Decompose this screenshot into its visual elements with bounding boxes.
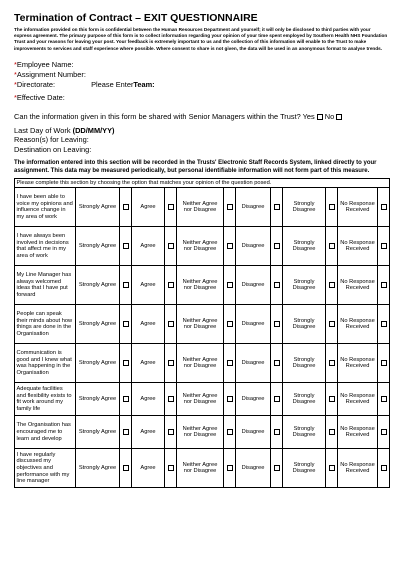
option-label-strongly-disagree: Strongly Disagree — [283, 188, 326, 227]
option-cell-neither — [224, 266, 236, 305]
option-label-no-response: No Response Received — [338, 227, 378, 266]
option-cell-neither — [224, 383, 236, 416]
option-label-no-response: No Response Received — [338, 416, 378, 449]
option-checkbox-no-response[interactable] — [381, 282, 387, 288]
option-label-agree: Agree — [132, 416, 165, 449]
option-cell-strongly-agree — [120, 266, 132, 305]
option-cell-strongly-disagree — [326, 449, 338, 488]
statement-cell: My Line Manager has always welcomed ideas that I have put forward — [15, 266, 76, 305]
option-checkbox-strongly-disagree[interactable] — [329, 321, 335, 327]
table-row — [15, 383, 390, 416]
option-checkbox-neither[interactable] — [227, 360, 233, 366]
reasons-field[interactable]: Reason(s) for Leaving: — [14, 135, 89, 145]
option-label-strongly-disagree: Strongly Disagree — [283, 305, 326, 344]
option-cell-disagree — [271, 188, 283, 227]
option-cell-strongly-disagree — [326, 383, 338, 416]
share-yes-checkbox[interactable] — [317, 114, 323, 120]
instruction-row — [15, 178, 390, 188]
option-label-neither: Neither Agree nor Disagree — [177, 383, 224, 416]
employee-fields — [14, 60, 389, 103]
option-cell-agree — [165, 383, 177, 416]
option-checkbox-agree[interactable] — [168, 204, 174, 210]
option-cell-agree — [165, 305, 177, 344]
option-label-strongly-disagree: Strongly Disagree — [283, 227, 326, 266]
option-checkbox-neither[interactable] — [227, 465, 233, 471]
option-checkbox-strongly-disagree[interactable] — [329, 396, 335, 402]
option-checkbox-neither[interactable] — [227, 204, 233, 210]
option-label-agree: Agree — [132, 266, 165, 305]
option-checkbox-agree[interactable] — [168, 243, 174, 249]
intro-paragraph: The information provided on this form is confidential between the Human Resources Department and yourself; it will only be disclosed to third parties with your express agreement. The primary purpose of this form is to collect information regarding your opinion of your time spent employed by Southern Health NHS Foundation Trust and your reasons for leaving your post. Your feedback is extremely important to us and the collection of this information will enable to the Trust to make improvements to services and staff experience where possible. Where consent to share is not given, the data will be used in an anonymous format to analyse trends. — [14, 27, 388, 51]
option-cell-neither — [224, 227, 236, 266]
option-cell-strongly-agree — [120, 305, 132, 344]
esr-notice: The information entered into this section will be recorded in the Trusts' Electronic Staff Records System, linked directly to your assignment. This data may be measured periodically, but personal identifiable information will not form part of this measure. — [14, 160, 377, 174]
option-label-strongly-disagree: Strongly Disagree — [283, 266, 326, 305]
effective-date-field[interactable]: *Effective Date: — [14, 92, 65, 102]
option-cell-disagree — [271, 227, 283, 266]
option-cell-no-response — [378, 383, 390, 416]
option-cell-agree — [165, 449, 177, 488]
share-question — [14, 112, 389, 121]
table-row — [15, 344, 390, 383]
statement-cell: Adequate facilities and flexibility exists to fit work around my family life — [15, 383, 76, 416]
option-checkbox-strongly-agree[interactable] — [123, 321, 129, 327]
option-cell-strongly-agree — [120, 227, 132, 266]
option-label-no-response: No Response Received — [338, 449, 378, 488]
option-label-disagree: Disagree — [236, 383, 271, 416]
option-label-strongly-agree: Strongly Agree — [76, 416, 120, 449]
option-label-neither: Neither Agree nor Disagree — [177, 188, 224, 227]
statement-cell: People can speak their minds about how things are done in the Organisation — [15, 305, 76, 344]
option-cell-strongly-disagree — [326, 344, 338, 383]
destination-field[interactable]: Destination on Leaving: — [14, 144, 92, 154]
option-checkbox-strongly-disagree[interactable] — [329, 429, 335, 435]
option-label-disagree: Disagree — [236, 416, 271, 449]
option-cell-strongly-disagree — [326, 305, 338, 344]
option-cell-strongly-disagree — [326, 188, 338, 227]
option-checkbox-strongly-agree[interactable] — [123, 204, 129, 210]
option-cell-strongly-disagree — [326, 266, 338, 305]
option-checkbox-agree[interactable] — [168, 360, 174, 366]
statement-cell: Communication is good and I knew what was happening in the Organisation — [15, 344, 76, 383]
option-checkbox-neither[interactable] — [227, 282, 233, 288]
option-cell-neither — [224, 305, 236, 344]
option-checkbox-disagree[interactable] — [274, 396, 280, 402]
option-cell-neither — [224, 344, 236, 383]
directorate-team-row: *Directorate: Please EnterTeam: — [14, 79, 155, 89]
option-checkbox-disagree[interactable] — [274, 321, 280, 327]
option-checkbox-no-response[interactable] — [381, 360, 387, 366]
option-label-disagree: Disagree — [236, 344, 271, 383]
option-checkbox-agree[interactable] — [168, 429, 174, 435]
option-checkbox-neither[interactable] — [227, 243, 233, 249]
option-label-agree: Agree — [132, 383, 165, 416]
option-cell-neither — [224, 416, 236, 449]
option-label-disagree: Disagree — [236, 305, 271, 344]
option-checkbox-agree[interactable] — [168, 321, 174, 327]
option-label-no-response: No Response Received — [338, 266, 378, 305]
option-cell-strongly-agree — [120, 449, 132, 488]
page-title: Termination of Contract – EXIT QUESTIONNAIRE — [14, 12, 258, 24]
option-cell-disagree — [271, 305, 283, 344]
option-cell-agree — [165, 266, 177, 305]
option-checkbox-strongly-disagree[interactable] — [329, 465, 335, 471]
assignment-number-label: Assignment Number: — [16, 69, 86, 79]
employee-name-label: Employee Name: — [16, 59, 74, 69]
option-checkbox-disagree[interactable] — [274, 465, 280, 471]
option-label-disagree: Disagree — [236, 188, 271, 227]
option-label-no-response: No Response Received — [338, 305, 378, 344]
option-checkbox-no-response[interactable] — [381, 204, 387, 210]
option-cell-disagree — [271, 449, 283, 488]
option-checkbox-strongly-agree[interactable] — [123, 465, 129, 471]
option-checkbox-disagree[interactable] — [274, 429, 280, 435]
option-cell-disagree — [271, 344, 283, 383]
last-day-field[interactable]: Last Day of Work (DD/MM/YY) — [14, 125, 115, 135]
option-checkbox-no-response[interactable] — [381, 321, 387, 327]
option-label-neither: Neither Agree nor Disagree — [177, 305, 224, 344]
option-cell-strongly-disagree — [326, 227, 338, 266]
option-checkbox-neither[interactable] — [227, 321, 233, 327]
statement-cell: I have been able to voice my opinions and influence change in my area of work — [15, 188, 76, 227]
statement-cell: The Organisation has encouraged me to learn and develop — [15, 416, 76, 449]
option-label-strongly-disagree: Strongly Disagree — [283, 416, 326, 449]
share-yes-label: Yes — [302, 111, 315, 121]
option-label-neither: Neither Agree nor Disagree — [177, 449, 224, 488]
option-checkbox-strongly-agree[interactable] — [123, 282, 129, 288]
option-cell-agree — [165, 227, 177, 266]
option-label-disagree: Disagree — [236, 266, 271, 305]
option-checkbox-disagree[interactable] — [274, 243, 280, 249]
option-checkbox-no-response[interactable] — [381, 396, 387, 402]
share-no-checkbox[interactable] — [336, 114, 342, 120]
option-label-strongly-agree: Strongly Agree — [76, 344, 120, 383]
option-cell-agree — [165, 188, 177, 227]
option-cell-neither — [224, 449, 236, 488]
statement-cell: I have always been involved in decisions that affect me in my area of work — [15, 227, 76, 266]
option-cell-agree — [165, 344, 177, 383]
option-label-no-response: No Response Received — [338, 188, 378, 227]
option-cell-strongly-disagree — [326, 416, 338, 449]
option-cell-neither — [224, 188, 236, 227]
option-checkbox-disagree[interactable] — [274, 204, 280, 210]
option-label-strongly-agree: Strongly Agree — [76, 188, 120, 227]
option-checkbox-strongly-disagree[interactable] — [329, 282, 335, 288]
survey-table — [14, 178, 390, 489]
option-cell-strongly-agree — [120, 383, 132, 416]
survey-instruction: Please complete this section by choosing the option that matches your opinion of the question posed. — [15, 178, 390, 188]
option-cell-no-response — [378, 449, 390, 488]
option-checkbox-agree[interactable] — [168, 282, 174, 288]
option-checkbox-disagree[interactable] — [274, 360, 280, 366]
option-checkbox-strongly-agree[interactable] — [123, 360, 129, 366]
option-checkbox-strongly-agree[interactable] — [123, 243, 129, 249]
option-checkbox-disagree[interactable] — [274, 282, 280, 288]
option-checkbox-neither[interactable] — [227, 396, 233, 402]
option-label-strongly-agree: Strongly Agree — [76, 227, 120, 266]
option-label-disagree: Disagree — [236, 227, 271, 266]
share-no-label: No — [324, 111, 335, 121]
option-checkbox-no-response[interactable] — [381, 429, 387, 435]
table-row — [15, 227, 390, 266]
share-question-text: Can the information given in this form be shared with Senior Managers within the Trust? — [14, 111, 301, 121]
option-cell-agree — [165, 416, 177, 449]
option-label-disagree: Disagree — [236, 449, 271, 488]
option-label-strongly-disagree: Strongly Disagree — [283, 344, 326, 383]
option-cell-strongly-agree — [120, 416, 132, 449]
option-checkbox-no-response[interactable] — [381, 243, 387, 249]
option-label-neither: Neither Agree nor Disagree — [177, 416, 224, 449]
option-label-no-response: No Response Received — [338, 383, 378, 416]
option-label-strongly-agree: Strongly Agree — [76, 383, 120, 416]
option-cell-disagree — [271, 266, 283, 305]
option-cell-no-response — [378, 416, 390, 449]
option-label-no-response: No Response Received — [338, 344, 378, 383]
option-label-agree: Agree — [132, 188, 165, 227]
option-checkbox-agree[interactable] — [168, 396, 174, 402]
option-checkbox-strongly-disagree[interactable] — [329, 243, 335, 249]
table-row — [15, 266, 390, 305]
option-label-strongly-disagree: Strongly Disagree — [283, 449, 326, 488]
option-cell-no-response — [378, 305, 390, 344]
option-checkbox-strongly-disagree[interactable] — [329, 204, 335, 210]
option-label-agree: Agree — [132, 449, 165, 488]
option-label-agree: Agree — [132, 305, 165, 344]
option-label-strongly-agree: Strongly Agree — [76, 449, 120, 488]
option-cell-no-response — [378, 344, 390, 383]
option-label-strongly-disagree: Strongly Disagree — [283, 383, 326, 416]
table-row — [15, 416, 390, 449]
option-cell-no-response — [378, 188, 390, 227]
option-cell-strongly-agree — [120, 344, 132, 383]
option-checkbox-strongly-disagree[interactable] — [329, 360, 335, 366]
option-checkbox-no-response[interactable] — [381, 465, 387, 471]
employee-name-field[interactable]: *Employee Name: — [14, 59, 74, 69]
effective-date-label: Effective Date: — [16, 92, 65, 102]
option-label-agree: Agree — [132, 227, 165, 266]
option-label-agree: Agree — [132, 344, 165, 383]
option-checkbox-strongly-agree[interactable] — [123, 396, 129, 402]
directorate-label[interactable]: Directorate: — [16, 79, 56, 89]
option-checkbox-strongly-agree[interactable] — [123, 429, 129, 435]
option-label-strongly-agree: Strongly Agree — [76, 305, 120, 344]
option-cell-no-response — [378, 266, 390, 305]
assignment-number-field[interactable]: *Assignment Number: — [14, 69, 86, 79]
team-prompt: Please Enter — [91, 79, 134, 89]
option-checkbox-agree[interactable] — [168, 465, 174, 471]
statement-cell: I have regularly discussed my objectives and performance with my line manager — [15, 449, 76, 488]
option-label-neither: Neither Agree nor Disagree — [177, 266, 224, 305]
leaving-section — [14, 126, 389, 155]
table-row — [15, 305, 390, 344]
option-checkbox-neither[interactable] — [227, 429, 233, 435]
option-cell-disagree — [271, 383, 283, 416]
option-label-strongly-agree: Strongly Agree — [76, 266, 120, 305]
option-label-neither: Neither Agree nor Disagree — [177, 344, 224, 383]
option-cell-no-response — [378, 227, 390, 266]
table-row — [15, 188, 390, 227]
option-cell-strongly-agree — [120, 188, 132, 227]
table-row — [15, 449, 390, 488]
team-label[interactable]: Team: — [133, 79, 155, 89]
option-cell-disagree — [271, 416, 283, 449]
option-label-neither: Neither Agree nor Disagree — [177, 227, 224, 266]
